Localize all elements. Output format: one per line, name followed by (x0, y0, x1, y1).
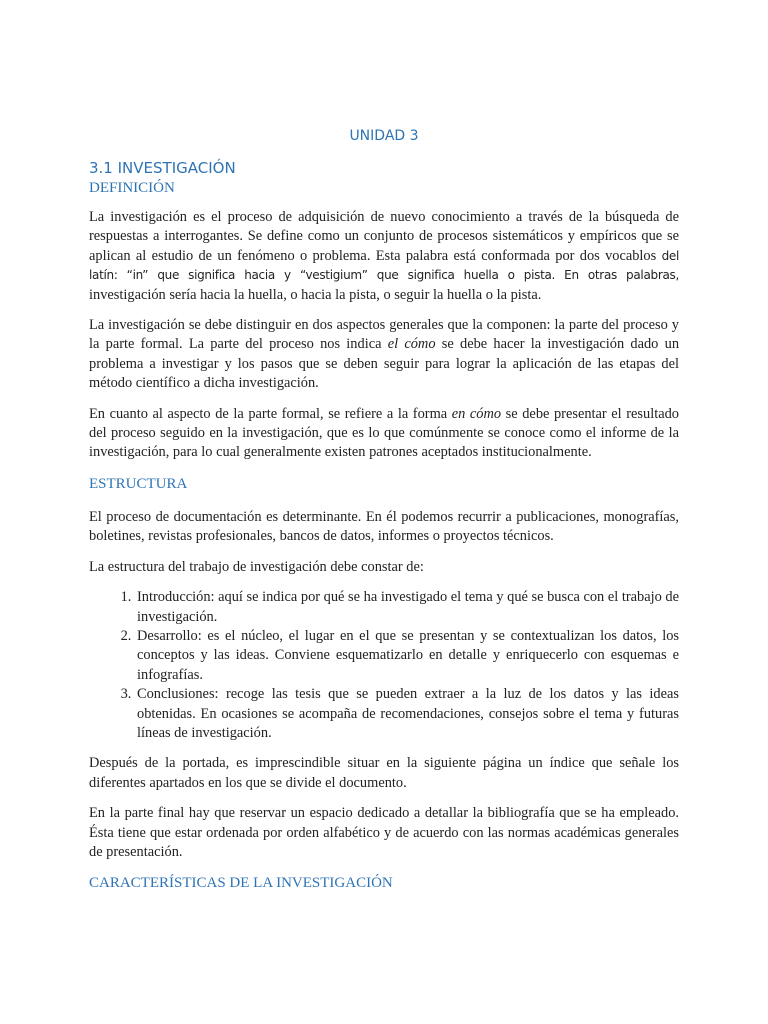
estructura-list (89, 588, 679, 743)
estructura-paragraph-1: El proceso de documentación es determinante. En él podemos recurrir a publicaciones, monografías, boletines, revistas profesionales, bancos de datos, informes o proyectos técnicos. (89, 508, 679, 545)
estructura-paragraph-3: Después de la portada, es imprescindible situar en la siguiente página un índice que señale los diferentes apartados en los que se divide el documento. (89, 755, 679, 791)
caracteristicas-heading: CARACTERÍSTICAS DE LA INVESTIGACIÓN (89, 875, 393, 892)
definicion-p2-text-a: La investigación se debe distinguir en dos aspectos generales que la componen: la parte del proceso y la parte formal. La parte del proceso nos indica (89, 317, 679, 353)
list-item: 2. Desarrollo: es el núcleo, el lugar en el que se presentan y se contextualizan los datos, los conceptos y las ideas. Conviene esquematizarlo en detalle y enriquecerlo con esquemas e infografías. (135, 627, 679, 685)
unit-title: UNIDAD 3 (349, 128, 419, 144)
definicion-heading: DEFINICIÓN (89, 180, 175, 196)
definicion-p1-text-c: En otras palabras, (555, 268, 679, 283)
definicion-p1-text-b: del latín: “in” que significa hacia y “vestigium” que significa huella o pista. (89, 248, 679, 283)
section-title: 3.1 INVESTIGACIÓN (89, 159, 236, 177)
definicion-paragraph-1 (89, 208, 679, 305)
definicion-paragraph-2 (89, 316, 679, 394)
definicion-p2-text-b: se debe hacer la investigación dado un problema a investigar y los pasos que se deben seguir para lograr la aplicación de las etapas del método científico a dicha investigación. (89, 336, 680, 392)
estructura-paragraph-4: En la parte final hay que reservar un espacio dedicado a detallar la bibliografía que se ha empleado. Ésta tiene que estar ordenada por orden alfabético y de acuerdo con las normas académicas generales de presentación. (89, 805, 679, 860)
list-item: 3. Conclusiones: recoge las tesis que se pueden extraer a la luz de los datos y las ideas obtenidas. En ocasiones se acompaña de recomendaciones, consejos sobre el tema y futuras líneas de investigación. (135, 685, 679, 743)
list-item: 1. Introducción: aquí se indica por qué se ha investigado el tema y qué se busca con el trabajo de investigación. (135, 588, 679, 627)
page-content (89, 126, 679, 903)
definicion-p3-emphasis: en cómo (451, 405, 502, 422)
definicion-p1-text-a: La investigación es el proceso de adquisición de nuevo conocimiento a través de la búsqueda de respuestas a interrogantes. Se define como un conjunto de procesos sistemáticos y empíricos que se aplican al estudio de un fenómeno o problema. Esta palabra está conformada por dos vocablos (89, 209, 679, 264)
definicion-paragraph-3 (89, 405, 679, 463)
estructura-paragraph-2: La estructura del trabajo de investigación debe constar de: (89, 558, 424, 575)
definicion-p3-text-b: se debe presentar el resultado del proceso seguido en la investigación, que es lo que comúnmente se conoce como el informe de la investigación, para lo cual generalmente existen patrones aceptados institucionalmente. (89, 405, 680, 461)
estructura-heading: ESTRUCTURA (89, 475, 188, 492)
definicion-p1-text-d: investigación sería hacia la huella, o hacia la pista, o seguir la huella o la pista. (89, 286, 542, 303)
definicion-p2-emphasis: el cómo (387, 336, 436, 353)
definicion-p3-text-a: En cuanto al aspecto de la parte formal, se refiere a la forma (89, 405, 452, 422)
